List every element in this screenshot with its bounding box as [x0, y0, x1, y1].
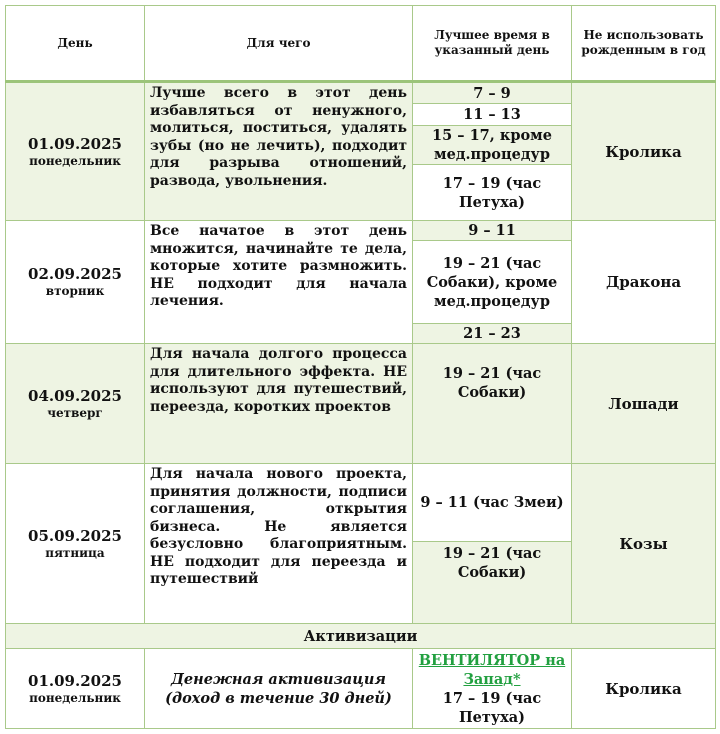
- date-cell: [6, 82, 145, 221]
- date-label: 02.09.2025: [28, 265, 122, 283]
- avoid-sign: Кролика: [572, 82, 716, 221]
- time-slot: 17 – 19 (час Петуха): [442, 689, 542, 726]
- table-row: [6, 649, 716, 729]
- time-slot: 9 – 11 (час Змеи): [413, 464, 572, 542]
- weekday-label: пятница: [45, 545, 105, 560]
- table-row: [6, 82, 716, 104]
- weekday-label: понедельник: [29, 153, 121, 168]
- header-avoid: Не использовать рожденным в год: [572, 6, 716, 82]
- purpose-cell: Для начала долгого процесса для длительного эффекта. НЕ используют для путешествий, переезда, коротких проектов: [145, 344, 413, 464]
- time-slot: 9 – 11: [413, 221, 572, 241]
- time-slot: 11 – 13: [413, 104, 572, 126]
- weekday-label: вторник: [45, 284, 105, 298]
- section-row: [6, 624, 716, 649]
- date-cell: [6, 221, 145, 344]
- time-slot: 21 – 23: [413, 324, 572, 344]
- avoid-sign: Козы: [572, 464, 716, 624]
- calendar-table: [5, 5, 716, 729]
- date-label: 01.09.2025: [28, 134, 122, 153]
- time-slot: 15 – 17, кроме мед.процедур: [413, 126, 572, 165]
- date-cell: [6, 649, 145, 729]
- header-row: [6, 6, 716, 82]
- date-cell: [6, 344, 145, 464]
- time-slot: 7 – 9: [413, 82, 572, 104]
- date-label: 04.09.2025: [28, 386, 122, 405]
- weekday-label: четверг: [47, 405, 103, 420]
- time-slot: 17 – 19 (час Петуха): [413, 165, 572, 221]
- activation-purpose: Денежная активизация (доход в течение 30 дней): [145, 649, 413, 729]
- table-row: [6, 464, 716, 542]
- table-row: [6, 221, 716, 241]
- avoid-sign: Кролика: [572, 649, 716, 729]
- time-slot: 19 – 21 (час Собаки): [413, 344, 572, 464]
- date-label: 05.09.2025: [28, 526, 122, 545]
- date-label: 01.09.2025: [28, 671, 122, 690]
- time-slot: 19 – 21 (час Собаки), кроме мед.процедур: [413, 241, 572, 324]
- weekday-label: понедельник: [29, 690, 121, 705]
- table-row: [6, 344, 716, 464]
- header-purpose: Для чего: [145, 6, 413, 82]
- purpose-cell: Лучше всего в этот день избавляться от ненужного, молиться, поститься, удалять зубы (но не лечить), подходит для разрыва отношений, развода, увольнения.: [145, 82, 413, 221]
- avoid-sign: Лошади: [572, 344, 716, 464]
- purpose-cell: Для начала нового проекта, принятия должности, подписи соглашения, открытия бизнеса. Не является безусловно благоприятным. НЕ подходит для переезда и путешествий: [145, 464, 413, 624]
- activations-title: Активизации: [6, 624, 716, 649]
- header-day: День: [6, 6, 145, 82]
- time-slot: 19 – 21 (час Собаки): [413, 542, 572, 624]
- date-cell: [6, 464, 145, 624]
- purpose-cell: Все начатое в этот день множится, начинайте те дела, которые хотите размножить. НЕ подходит для начала лечения.: [145, 221, 413, 344]
- header-best-time: Лучшее время в указанный день: [413, 6, 572, 82]
- activation-time-cell: [413, 649, 572, 729]
- fan-direction: ВЕНТИЛЯТОР на Запад*: [418, 651, 566, 688]
- avoid-sign: Дракона: [572, 221, 716, 344]
